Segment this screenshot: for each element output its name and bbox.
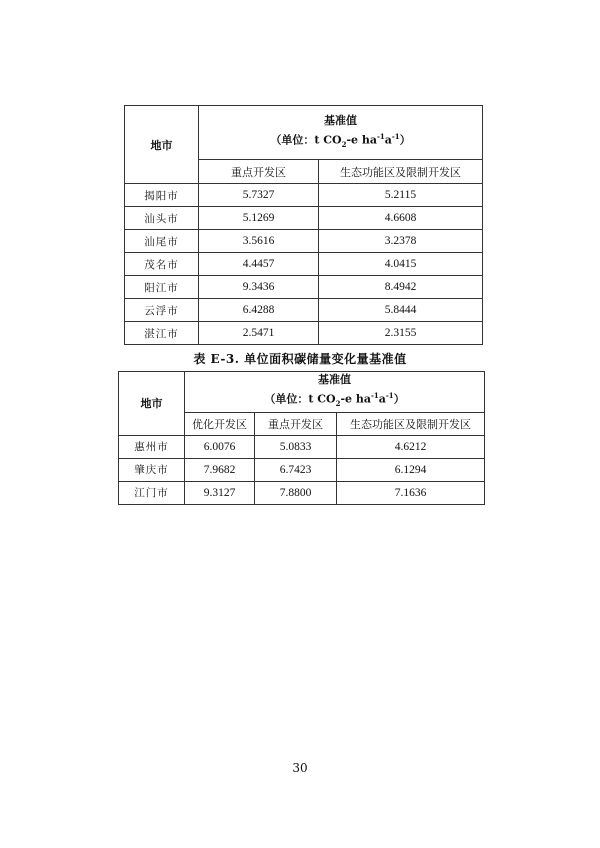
baseline-header: [199, 106, 483, 160]
city-cell: 汕头市: [125, 207, 199, 230]
value-cell: 4.6212: [337, 435, 485, 458]
value-cell: 5.1269: [199, 207, 319, 230]
city-header: 地市: [125, 106, 199, 184]
column-header: 重点开发区: [255, 412, 337, 435]
city-cell: 汕尾市: [125, 230, 199, 253]
city-cell: 肇庆市: [119, 458, 185, 481]
value-cell: 6.7423: [255, 458, 337, 481]
value-cell: 5.2115: [319, 184, 483, 207]
value-cell: 6.1294: [337, 458, 485, 481]
value-cell: 7.8800: [255, 481, 337, 504]
city-cell: 茂名市: [125, 253, 199, 276]
table-caption: 表 E-3. 单位面积碳储量变化量基准值: [193, 352, 407, 366]
value-cell: 3.5616: [199, 230, 319, 253]
value-cell: 4.6608: [319, 207, 483, 230]
value-cell: 3.2378: [319, 230, 483, 253]
city-cell: 江门市: [119, 481, 185, 504]
table-row: [125, 230, 483, 253]
value-cell: 6.4288: [199, 299, 319, 322]
value-cell: 5.7327: [199, 184, 319, 207]
value-cell: 7.1636: [337, 481, 485, 504]
table-row: [125, 276, 483, 299]
value-cell: 5.0833: [255, 435, 337, 458]
table-row: [119, 435, 485, 458]
table-row: [125, 253, 483, 276]
city-header: 地市: [119, 372, 185, 436]
value-cell: 2.3155: [319, 322, 483, 345]
value-cell: 4.0415: [319, 253, 483, 276]
value-cell: 8.4942: [319, 276, 483, 299]
column-header: 重点开发区: [199, 160, 319, 184]
table-row: [119, 458, 485, 481]
value-cell: 9.3436: [199, 276, 319, 299]
baseline-title: 基准值: [324, 113, 357, 127]
table-row: [119, 481, 485, 504]
baseline-table-2: [118, 371, 485, 505]
baseline-title: 基准值: [318, 373, 352, 386]
value-cell: 7.9682: [185, 458, 255, 481]
city-cell: 湛江市: [125, 322, 199, 345]
table-row: [125, 207, 483, 230]
city-cell: 阳江市: [125, 276, 199, 299]
value-cell: 6.0076: [185, 435, 255, 458]
value-cell: 9.3127: [185, 481, 255, 504]
value-cell: 2.5471: [199, 322, 319, 345]
unit-label: （单位：t $CO_2-e$ $ha^{-1}a^{-1}$）: [264, 391, 405, 408]
column-header: 优化开发区: [185, 412, 255, 435]
baseline-header: [185, 372, 485, 413]
table-row: [125, 299, 483, 322]
page-number: 30: [292, 761, 308, 775]
column-header: 生态功能区及限制开发区: [319, 160, 483, 184]
unit-label: （单位：t $CO_2-e$ $ha^{-1}a^{-1}$）: [270, 131, 411, 149]
city-cell: 揭阳市: [125, 184, 199, 207]
column-header: 生态功能区及限制开发区: [337, 412, 485, 435]
value-cell: 4.4457: [199, 253, 319, 276]
table-row: [125, 322, 483, 345]
baseline-table-1: [124, 105, 483, 345]
table-row: [125, 184, 483, 207]
city-cell: 惠州市: [119, 435, 185, 458]
value-cell: 5.8444: [319, 299, 483, 322]
city-cell: 云浮市: [125, 299, 199, 322]
